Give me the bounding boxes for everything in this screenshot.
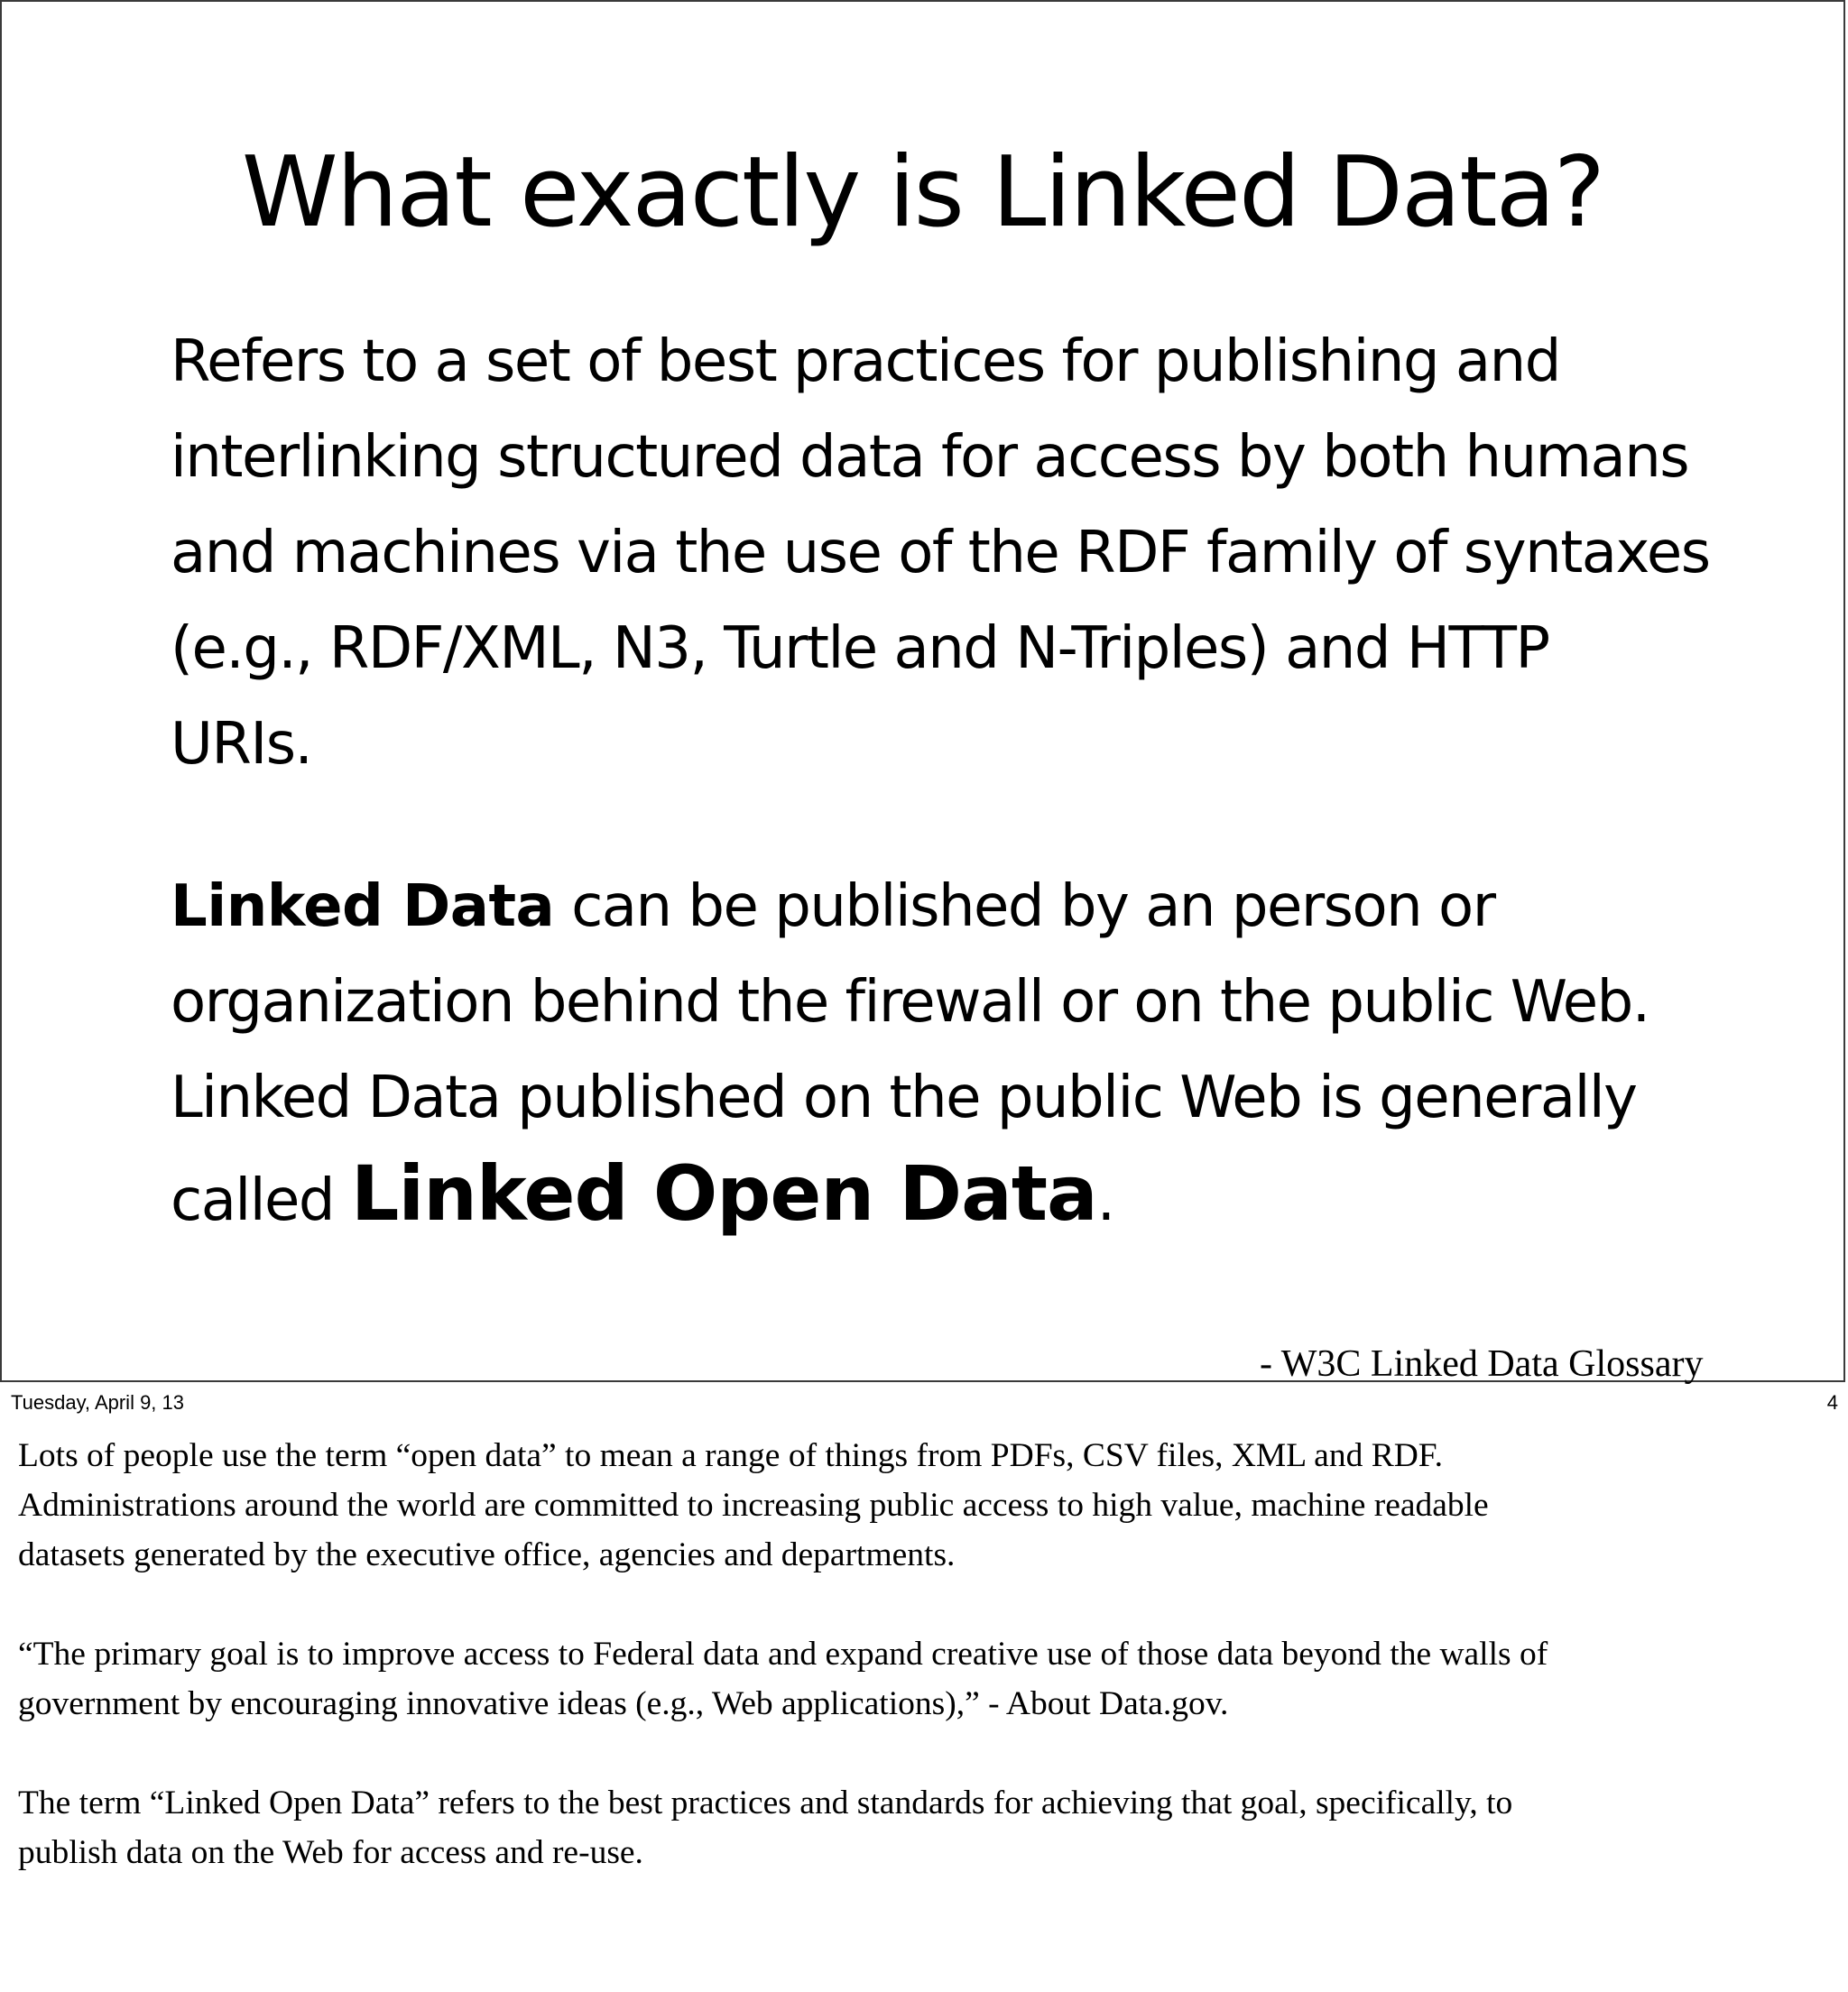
notes-paragraph (18, 1778, 1832, 1877)
definition-paragraph (171, 314, 1813, 792)
notes-line: government by encouraging innovative ideas (e.g., Web applications),” - About Data.gov. (18, 1685, 1229, 1722)
definition-line: URIs. (171, 711, 312, 778)
publishing-text: can be published by an person or (554, 873, 1495, 940)
notes-line: datasets generated by the executive office, agencies and departments. (18, 1536, 956, 1573)
notes-line: The term “Linked Open Data” refers to the best practices and standards for achieving that goal, specifically, to (18, 1784, 1513, 1821)
attribution: - W3C Linked Data Glossary (1260, 1343, 1704, 1385)
slide-title: What exactly is Linked Data? (241, 136, 1604, 249)
publishing-line: Linked Data published on the public Web is generally (171, 1065, 1637, 1131)
notes-line: “The primary goal is to improve access to Federal data and expand creative use of those data beyond the walls of (18, 1636, 1548, 1673)
footer-date: Tuesday, April 9, 13 (11, 1391, 184, 1414)
notes-line: Lots of people use the term “open data” to mean a range of things from PDFs, CSV files, XML and RDF. (18, 1437, 1444, 1474)
linked-data-term: Linked Data (171, 873, 555, 940)
period-text: . (1096, 1167, 1114, 1234)
page-number: 4 (1826, 1391, 1838, 1414)
speaker-notes (18, 1431, 1832, 1927)
definition-line: interlinking structured data for access by both humans (171, 424, 1689, 491)
publishing-paragraph (171, 859, 1813, 1249)
definition-line: (e.g., RDF/XML, N3, Turtle and N-Triples) and HTTP (171, 615, 1549, 682)
notes-line: publish data on the Web for access and re-use. (18, 1834, 643, 1871)
linked-open-data-term: Linked Open Data (350, 1149, 1097, 1238)
definition-line: Refers to a set of best practices for publishing and (171, 328, 1560, 395)
publishing-line (171, 859, 1813, 954)
publishing-line (171, 1146, 1813, 1249)
notes-paragraph (18, 1629, 1832, 1729)
notes-paragraph (18, 1431, 1832, 1580)
called-text: called (171, 1167, 351, 1234)
definition-line: and machines via the use of the RDF family of syntaxes (171, 520, 1710, 586)
notes-line: Administrations around the world are committed to increasing public access to high value, machine readable (18, 1487, 1489, 1524)
publishing-line: organization behind the firewall or on the public Web. (171, 969, 1649, 1036)
